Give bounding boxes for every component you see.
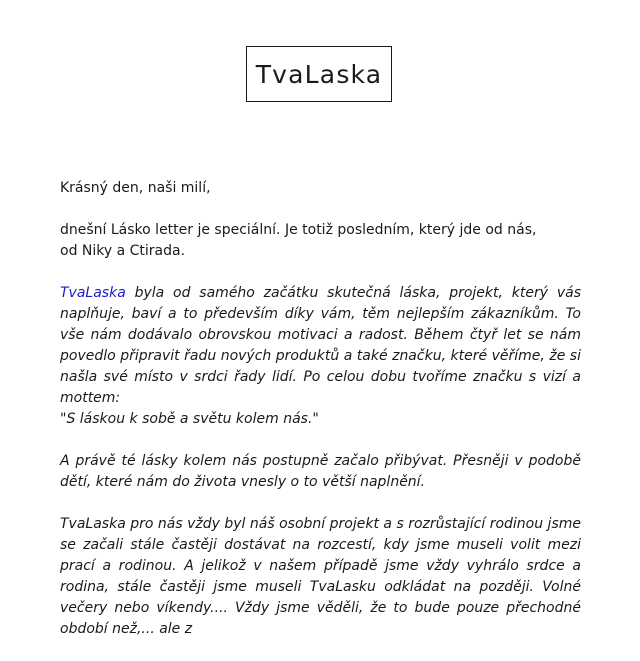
intro-line-2: od Niky a Ctirada. (60, 243, 186, 259)
paragraph-1-text: byla od samého začátku skutečná láska, projekt, který vás naplňuje, baví a to především díky vám, těm nejlepším zákazníkům. To vše nám dodávalo obrovskou motivaci a radost. Během čtyř let se nám povedlo připravit řadu nových produktů a také značku, které věříme, že si našla své místo v srdci řady lidí. Po celou dobu tvoříme značku s vizí a mottem: (60, 285, 581, 406)
paragraph-1-motto: "S láskou k sobě a světu kolem nás." (60, 411, 319, 427)
tvalaska-link[interactable]: TvaLaska (60, 285, 126, 301)
brand-logo-text: TvaLaska (255, 59, 383, 89)
letter-body (60, 178, 581, 661)
letter-paragraph-2: A právě té lásky kolem nás postupně začalo přibývat. Přesněji v podobě dětí, které nám do života vnesly o to větší naplnění. (60, 453, 581, 490)
letter-intro (60, 220, 581, 262)
brand-logo (246, 46, 392, 102)
letter-paragraph-3: TvaLaska pro nás vždy byl náš osobní projekt a s rozrůstající rodinou jsme se začali stále častěji dostávat na rozcestí, kdy jsme museli volit mezi prací a rodinou. A jelikož v našem případě jsme vždy vyhrálo srdce a rodina, stále častěji jsme museli TvaLasku odkládat na později. Volné večery nebo víkendy.... Vždy jsme věděli, že to bude pouze přechodné období než,... ale z (60, 516, 581, 637)
letter-greeting: Krásný den, naši milí, (60, 180, 211, 196)
intro-line-1: dnešní Lásko letter je speciální. Je totiž posledním, který jde od nás, (60, 222, 537, 238)
letter-paragraph-1 (60, 283, 581, 430)
